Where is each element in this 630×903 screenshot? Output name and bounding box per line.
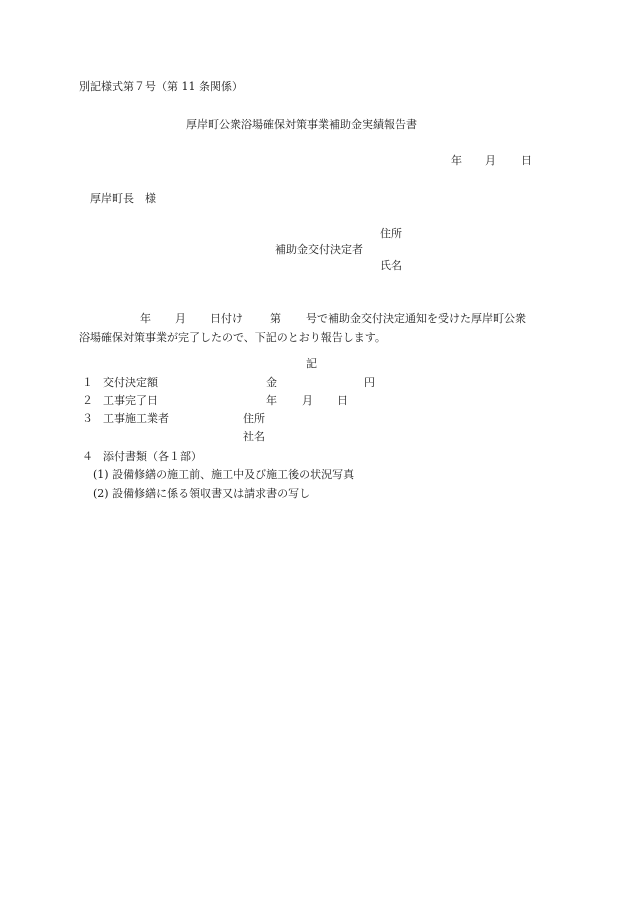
item3-number: ３	[82, 412, 93, 425]
applicant-role-label: 補助金交付決定者	[275, 243, 363, 256]
document-title: 厚岸町公衆浴場確保対策事業補助金実績報告書	[186, 118, 417, 131]
body-dai: 第	[270, 312, 281, 325]
applicant-name-label: 氏名	[380, 259, 402, 272]
item3-label: 工事施工業者	[103, 412, 169, 425]
item1-kin: 金	[266, 376, 277, 389]
body-day: 日付け	[210, 312, 243, 325]
body-line1-rest: 号で補助金交付決定通知を受けた厚岸町公衆	[306, 312, 526, 325]
item1-number: １	[82, 376, 93, 389]
item2-day: 日	[337, 394, 348, 407]
item4-label: 添付書類（各１部）	[103, 450, 202, 463]
applicant-address-label: 住所	[380, 227, 402, 240]
item2-year: 年	[266, 394, 277, 407]
item2-month: 月	[302, 394, 313, 407]
date-day-label: 日	[521, 154, 532, 167]
item3-company-label: 社名	[243, 430, 265, 443]
item4-sub1: (1) 設備修繕の施工前、施工中及び施工後の状況写真	[93, 468, 355, 481]
addressee: 厚岸町長 様	[90, 192, 156, 205]
item1-yen: 円	[364, 376, 375, 389]
item2-number: ２	[82, 394, 93, 407]
body-month: 月	[175, 312, 186, 325]
item4-sub2: (2) 設備修繕に係る領収書又は請求書の写し	[93, 487, 311, 500]
date-year-label: 年	[451, 154, 462, 167]
item3-address-label: 住所	[243, 412, 265, 425]
body-year: 年	[140, 312, 151, 325]
item1-label: 交付決定額	[103, 376, 158, 389]
item2-label: 工事完了日	[103, 394, 158, 407]
form-label: 別記様式第７号（第 11 条関係）	[79, 80, 243, 93]
body-line2: 浴場確保対策事業が完了したので、下記のとおり報告します。	[79, 331, 386, 344]
ki-heading: 記	[306, 357, 317, 370]
date-month-label: 月	[485, 154, 496, 167]
item4-number: ４	[82, 450, 93, 463]
